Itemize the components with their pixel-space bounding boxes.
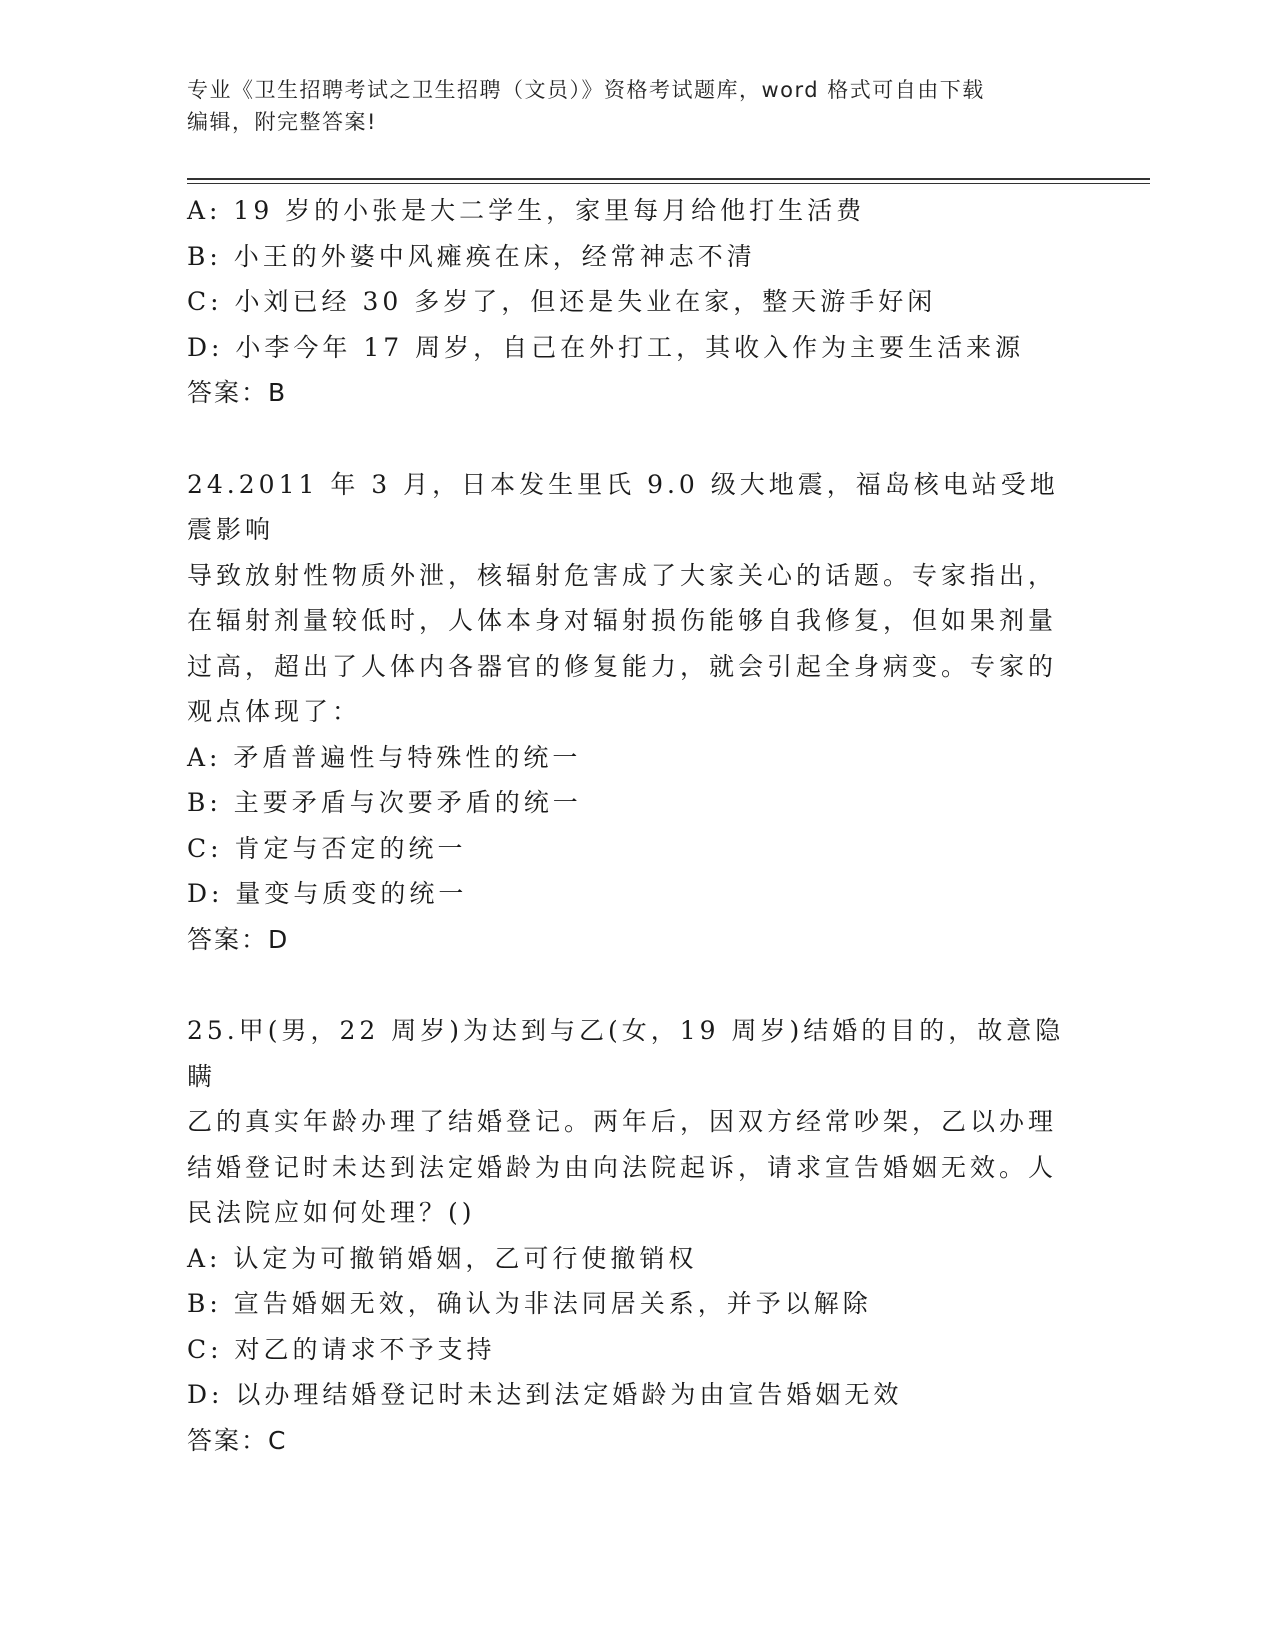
option-c: C: 对乙的请求不予支持 [187, 1334, 496, 1364]
option-b: B: 主要矛盾与次要矛盾的统一 [187, 788, 582, 817]
option-b: B: 宣告婚姻无效，确认为非法同居关系，并予以解除 [187, 1289, 872, 1318]
spacer [187, 962, 1087, 1008]
question-stem-line: 民法院应如何处理？() [187, 1198, 476, 1227]
header-divider-thick [187, 178, 1150, 180]
option-b: B: 小王的外婆中风瘫痪在床，经常神志不清 [187, 241, 756, 271]
header-divider-thin [187, 183, 1150, 184]
question-stem-line: 结婚登记时未达到法定婚龄为由向法院起诉，请求宣告婚姻无效。人 [187, 1152, 1058, 1182]
option-a: A: 矛盾普遍性与特殊性的统一 [187, 742, 582, 772]
question-stem-line: 导致放射性物质外泄，核辐射危害成了大家关心的话题。专家指出， [187, 560, 1058, 590]
header-line-1: 专业《卫生招聘考试之卫生招聘（文员）》资格考试题库，word 格式可自由下载 [187, 78, 985, 102]
question-stem-line: 24.2011 年 3 月，日本发生里氏 9.0 级大地震，福岛核电站受地震影响 [187, 469, 1059, 544]
question-stem-line: 乙的真实年龄办理了结婚登记。两年后，因双方经常吵架，乙以办理 [187, 1107, 1058, 1136]
document-header [187, 74, 1087, 138]
question-stem-line: 在辐射剂量较低时，人体本身对辐射损伤能够自我修复，但如果剂量 [187, 606, 1058, 635]
question-25 [187, 1008, 1087, 1463]
option-c: C: 小刘已经 30 多岁了，但还是失业在家，整天游手好闲 [187, 287, 937, 316]
option-d: D: 以办理结婚登记时未达到法定婚龄为由宣告婚姻无效 [187, 1380, 903, 1409]
question-stem-line: 观点体现了： [187, 697, 362, 726]
spacer [187, 416, 1087, 462]
answer-line: 答案：B [187, 378, 288, 407]
option-d: D: 量变与质变的统一 [187, 879, 468, 908]
question-stem-line: 过高，超出了人体内各器官的修复能力，就会引起全身病变。专家的 [187, 651, 1058, 681]
header-line-2: 编辑，附完整答案! [187, 110, 377, 134]
question-23-options [187, 188, 1087, 416]
answer-line: 答案：C [187, 1425, 288, 1455]
option-a: A: 认定为可撤销婚姻，乙可行使撤销权 [187, 1243, 698, 1273]
question-content [187, 188, 1087, 1463]
option-c: C: 肯定与否定的统一 [187, 833, 467, 863]
answer-line: 答案：D [187, 924, 290, 954]
option-d: D: 小李今年 17 周岁，自己在外打工，其收入作为主要生活来源 [187, 332, 1025, 362]
question-stem-line: 25.甲(男，22 周岁)为达到与乙(女，19 周岁)结婚的目的，故意隐瞒 [187, 1016, 1065, 1091]
option-a: A: 19 岁的小张是大二学生，家里每月给他打生活费 [187, 196, 866, 225]
question-24 [187, 462, 1087, 963]
